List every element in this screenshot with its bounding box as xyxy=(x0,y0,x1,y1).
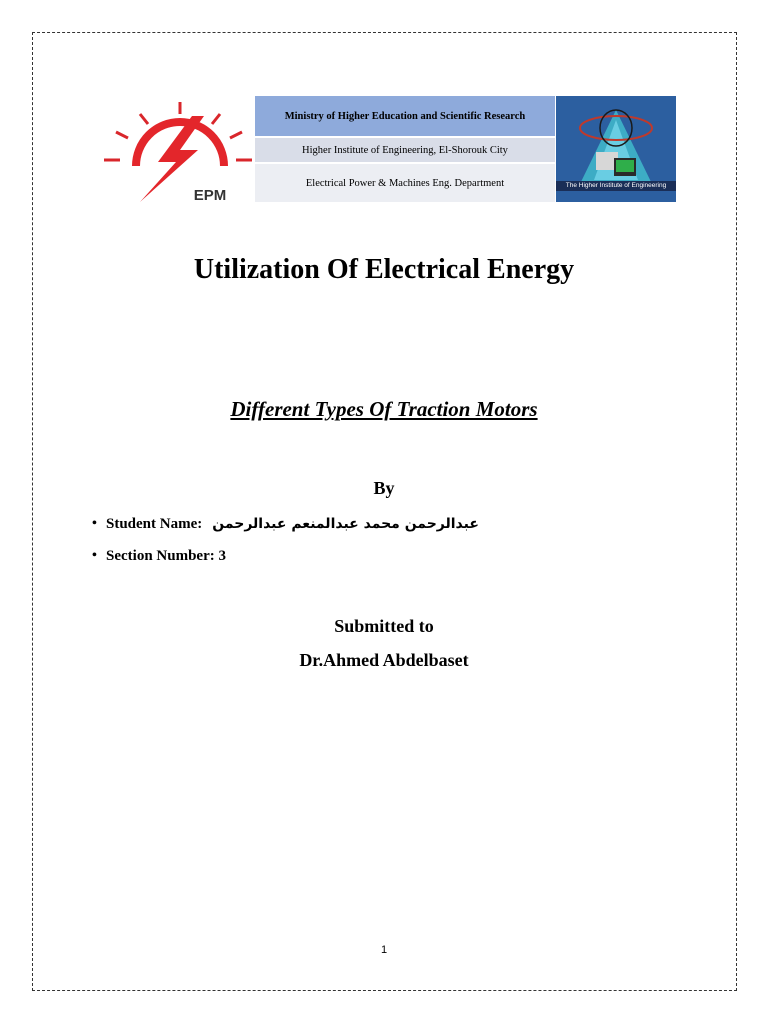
institute-logo-caption: The Higher Institute of Engineering xyxy=(556,181,676,191)
ministry-banner: Ministry of Higher Education and Scientific Research xyxy=(255,96,555,136)
student-name-value: عبدالرحمن محمد عبدالمنعم عبدالرحمن xyxy=(212,516,479,532)
submitted-to-label: Submitted to xyxy=(334,616,434,636)
bullet-icon: • xyxy=(92,516,97,531)
document-title: Utilization Of Electrical Energy xyxy=(193,254,575,285)
institute-name: Higher Institute of Engineering, El-Shorouk City xyxy=(255,138,555,162)
bullet-icon: • xyxy=(92,548,97,563)
by-label: By xyxy=(373,478,395,498)
student-info-list xyxy=(92,513,479,577)
department-name: Electrical Power & Machines Eng. Department xyxy=(255,164,555,202)
page-number: 1 xyxy=(380,944,388,956)
epm-logo-text: EPM xyxy=(193,187,227,204)
document-subtitle: Different Types Of Traction Motors xyxy=(230,397,538,421)
section-number-label: Section Number: 3 xyxy=(106,547,226,564)
student-name-label: Student Name: xyxy=(106,515,203,532)
list-item xyxy=(92,513,479,535)
epm-logo-icon xyxy=(100,96,256,208)
list-item xyxy=(92,545,479,567)
supervisor-name: Dr.Ahmed Abdelbaset xyxy=(299,650,469,670)
